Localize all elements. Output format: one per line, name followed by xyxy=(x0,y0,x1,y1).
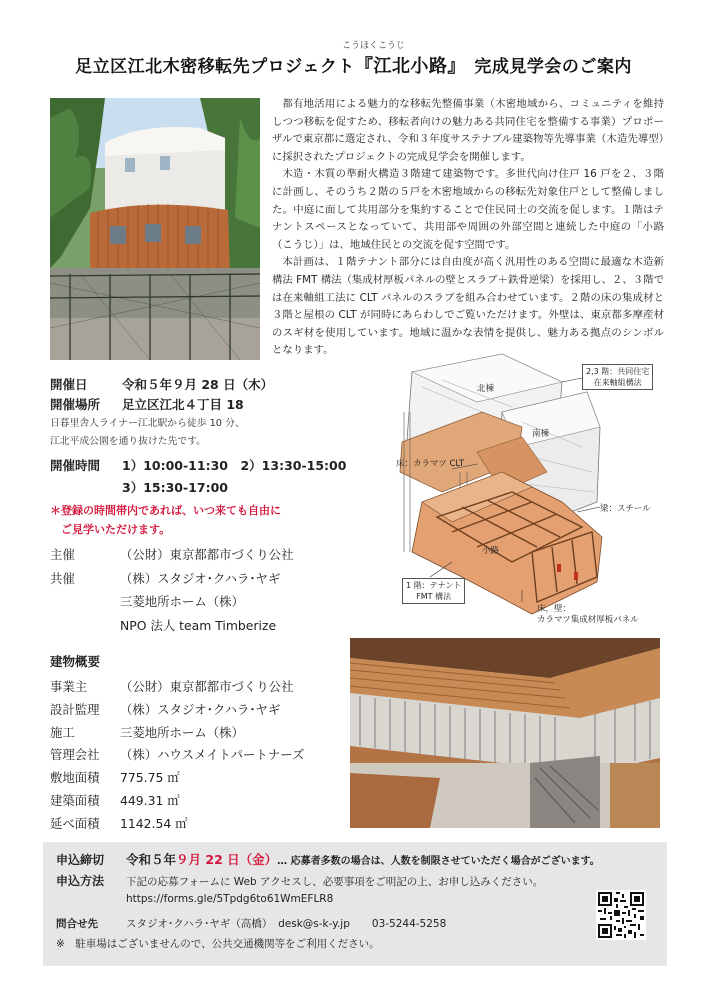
form-url-link[interactable]: https://forms.gle/5Tpdg6to61WmEFLR8 xyxy=(126,893,334,905)
deadline-note: … 応募者多数の場合は、人数を制限させていただく場合がございます。 xyxy=(277,856,600,867)
event-note xyxy=(50,501,380,539)
label-floor-wall-line-1: 床，壁： xyxy=(537,604,572,614)
label-floor-wall-line-2: カラマツ集成材厚板パネル xyxy=(537,615,639,625)
host-label: 主催 xyxy=(50,547,75,562)
deadline-date: ９月 22 日（金） xyxy=(176,852,278,867)
event-time-3: 3）15:30-17:00 xyxy=(122,480,228,495)
event-note-line-1: ＊登録の時間帯内であれば、いつ来ても自由に xyxy=(50,504,281,517)
contact-phone: 03-5244-5258 xyxy=(371,918,447,930)
cohost-2: 三菱地所ホーム（株） xyxy=(120,594,244,609)
overview-label: 敷地面積 xyxy=(50,770,100,786)
host-value: （公財）東京都都市づくり公社 xyxy=(120,547,294,562)
overview-value: （株）ハウスメイトパートナーズ xyxy=(120,747,305,763)
intro-paragraph-1: 都有地活用による魅力的な移転先整備事業（木密地域から、コミュニティを維持しつつ移転を促すため、移転者向けの魅力ある共同住宅を整備する事業）プロポーザルで東京都に選定され、令和３年度サステナブル建築物等先導事業（木造先導型）に採択されたプロジェクトの完成見学会を開催します。 xyxy=(272,98,664,163)
callout-upper-floors xyxy=(582,364,653,390)
overview-row xyxy=(50,790,350,813)
building-overview xyxy=(50,650,350,836)
building-exterior-photo xyxy=(50,98,260,360)
label-beam-steel: 梁：スチール xyxy=(600,504,651,514)
overview-value: 三菱地所ホーム（株） xyxy=(120,724,244,740)
overview-value: 1142.54 ㎡ xyxy=(120,815,188,831)
event-info xyxy=(50,375,380,539)
title-prefix: 足立区江北木密移転先プロジェクト xyxy=(75,57,355,77)
structure-diagram xyxy=(382,352,662,630)
event-time-label: 開催時間 xyxy=(50,458,101,473)
overview-row xyxy=(50,744,350,767)
label-floor-clt: 床：カラマツ CLT xyxy=(396,459,465,469)
intro-text xyxy=(272,96,664,360)
label-floor-wall xyxy=(537,604,639,626)
deadline-prefix: 令和５年 xyxy=(126,852,177,867)
qr-code-icon[interactable] xyxy=(596,890,646,940)
callout-upper-floors-line-1: 2,3 階：共同住宅 xyxy=(586,367,650,376)
intro-paragraph-3: 本計画は、１階テナント部分には自由度が高く汎用性のある空間に最適な木造新構法 FMT 構法（集成材厚板パネルの壁とスラブ＋鉄骨逆梁）を採用し、２、３階では在来軸組工法に CLT パネルのスラブを組み合わせています。２階の床の集成材と３階と屋根の CLT が同時にあらわしでご覧いただけます。外壁は、東京都多摩産材のスギ材を使用しています。地域に温かな表情を提供し、魅力ある拠点のシンボルとなります。 xyxy=(272,256,664,357)
event-place-value: 足立区江北４丁目 18 xyxy=(122,397,244,412)
event-time-2: 2）13:30-15:00 xyxy=(240,458,347,473)
overview-label: 建築面積 xyxy=(50,792,100,808)
deadline-label: 申込締切 xyxy=(56,853,105,867)
overview-label: 管理会社 xyxy=(50,747,100,763)
title-name: 『江北小路』 xyxy=(354,56,457,77)
method-label: 申込方法 xyxy=(56,874,105,888)
event-times xyxy=(50,455,380,499)
contact-row xyxy=(56,915,446,931)
callout-upper-floors-line-2: 在来軸組構法 xyxy=(593,378,642,387)
overview-value: （株）スタジオ･クハラ･ヤギ xyxy=(120,701,281,717)
parking-note: ※ 駐車場はございませんので、公共交通機関等をご利用ください。 xyxy=(56,938,380,950)
host-row xyxy=(50,543,360,567)
callout-ground-floor-line-1: 1 階：テナント xyxy=(406,581,462,590)
overview-row xyxy=(50,676,350,699)
overview-row xyxy=(50,699,350,722)
cohost-row xyxy=(50,567,360,591)
label-north-wing: 北棟 xyxy=(477,384,495,394)
overview-row xyxy=(50,813,350,836)
overview-label: 延べ面積 xyxy=(50,815,100,831)
overview-label: 事業主 xyxy=(50,679,88,694)
overview-label: 施工 xyxy=(50,724,75,740)
cohost-1: （株）スタジオ･クハラ･ヤギ xyxy=(120,570,281,586)
contact-org: スタジオ･クハラ･ヤギ（高橋） xyxy=(126,918,268,930)
label-south-wing: 南棟 xyxy=(532,429,550,439)
contact-label: 問合せ先 xyxy=(56,918,98,930)
event-place-row xyxy=(50,395,380,415)
courtyard-balcony-photo xyxy=(350,638,660,828)
label-alley: 小路 xyxy=(482,546,500,556)
overview-value: 449.31 ㎡ xyxy=(120,792,180,808)
callout-ground-floor-line-2: FMT 構法 xyxy=(416,592,452,601)
title-ruby: こうほくこうじ xyxy=(341,41,405,51)
overview-row xyxy=(50,722,350,745)
access-line-1: 日暮里舎人ライナー江北駅から徒歩 10 分、 xyxy=(50,418,245,429)
intro-paragraph-2: 木造・木質の準耐火構造３階建て建築物です。多世代向け住戸 16 戸を２、３階に計画し、そのうち２階の５戸を木密地域からの移転先対象住戸として整備しました。中庭に面して共用部分を集約することで住民同士の交流を促します。１階はテナントスペースとなっていて、共用部や周囲の外部空間と連続した中庭の「小路（こうじ）」は、地域住民との交流を促す空間です。 xyxy=(272,168,664,251)
overview-value: （公財）東京都都市づくり公社 xyxy=(120,679,294,694)
cohost-label: 共催 xyxy=(50,570,75,586)
event-time-1: 1）10:00-11:30 xyxy=(122,458,228,473)
title-suffix: 完成見学会のご案内 xyxy=(474,57,632,77)
method-text: 下記の応募フォームに Web アクセスし、必要事項をご明記の上、お申し込みください。 xyxy=(126,876,544,888)
deadline-row xyxy=(56,850,600,868)
event-date-row xyxy=(50,375,380,395)
method-row xyxy=(56,872,543,889)
callout-ground-floor xyxy=(402,578,465,604)
access-line-2: 江北平成公園を通り抜けた先です。 xyxy=(50,436,206,447)
page-title xyxy=(0,52,707,78)
contact-email[interactable]: desk@s-k-y.jp xyxy=(278,918,350,930)
event-note-line-2: ご見学いただけます。 xyxy=(61,523,171,536)
cohost-3: NPO 法人 team Timberize xyxy=(120,617,277,633)
overview-value: 775.75 ㎡ xyxy=(120,770,180,786)
event-date-value: 令和５年９月 28 日（木） xyxy=(122,377,274,392)
overview-heading: 建物概要 xyxy=(50,654,101,669)
event-date-label: 開催日 xyxy=(50,377,88,392)
overview-label: 設計監理 xyxy=(50,701,100,717)
overview-row xyxy=(50,767,350,790)
organizers xyxy=(50,543,360,637)
event-place-label: 開催場所 xyxy=(50,397,101,412)
application-box xyxy=(43,842,667,966)
